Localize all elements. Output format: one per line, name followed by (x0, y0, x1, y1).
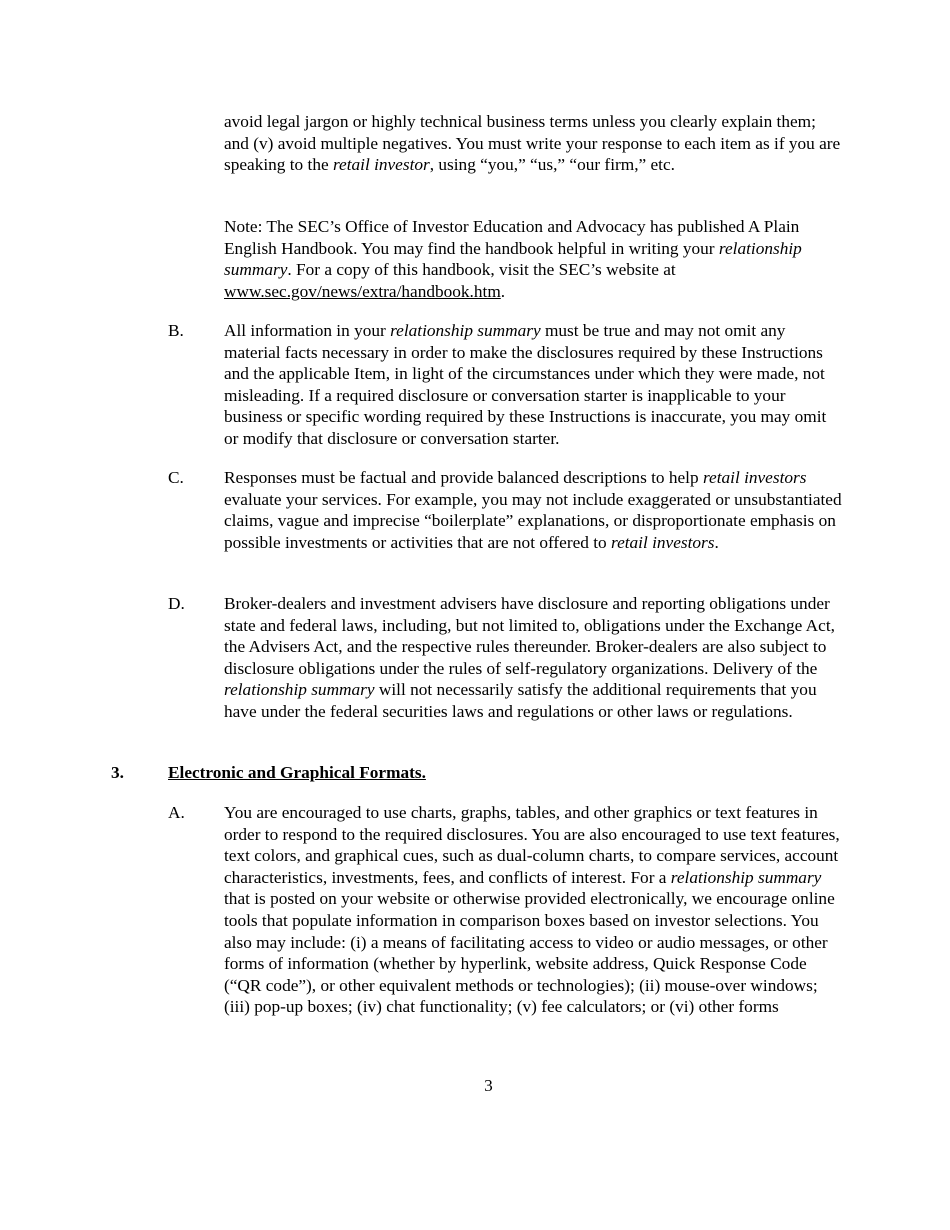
italic-term: retail investor (332, 155, 430, 175)
italic-term: relationship summary (390, 321, 541, 340)
italic-term: relationship summary (224, 680, 375, 700)
note-paragraph (224, 216, 844, 302)
section-title: Electronic and Graphical Formats. (168, 763, 426, 782)
item-b-paragraph (224, 320, 844, 450)
text-run: evaluate your services. For example, you may not include exaggerated or unsubstantiated claims, vague and imprecise “boilerplate” explanations, or disproportionate emphasis on possible investments or activities that are not offered to (224, 489, 842, 552)
text-run: avoid legal jargon or highly technical business terms unless you clearly explain them; and (v) avoid multiple negatives. You must write your response to each item as if you are speaking to the (224, 112, 841, 175)
page-number: 3 (484, 1076, 493, 1095)
text-run: You are encouraged to use charts, graphs, tables, and other graphics or text features in order to respond to the required disclosures. You are also encouraged to use text features, text colors, and graphical cues, such as dual-column charts, to compare services, account characteristics, investments, fees, and conflicts of interest. For a (224, 803, 840, 887)
text-run: Note: The SEC’s Office of Investor Education and Advocacy has published A Plain English Handbook. You may find the handbook helpful in writing your (224, 217, 800, 258)
intro-continued-paragraph (224, 111, 844, 176)
item-d-paragraph (224, 593, 844, 723)
text-run: Responses must be factual and provide balanced descriptions to help (224, 468, 703, 487)
text-run: , using “you,” “us,” “our firm,” etc. (429, 155, 675, 175)
text-run: that is posted on your website or otherwise provided electronically, we encourage online tools that populate information in comparison boxes based on investor selections. You also may include: (i) a means of facilitating access to video or audio messages, or other forms of information (whether by hyperlink, website address, Quick Response Code (“QR code”), or other equivalent methods or technologies); (ii) mouse-over windows; (iii) pop-up boxes; (iv) chat functionality; (v) fee calculators; or (vi) other forms (224, 889, 835, 1017)
text-run: . (500, 281, 506, 301)
italic-term: retail investors (610, 532, 715, 552)
text-run: All information in your (224, 321, 391, 340)
section-number: 3. (111, 763, 124, 782)
italic-term: relationship summary (670, 867, 822, 887)
item-c-paragraph (224, 467, 844, 553)
item-3a-label: A. (168, 803, 185, 822)
item-3a-paragraph (224, 802, 844, 1018)
text-run: . (714, 532, 719, 552)
handbook-link[interactable]: www.sec.gov/news/extra/handbook.htm (224, 281, 501, 301)
text-run: . For a copy of this handbook, visit the SEC’s website at (287, 260, 676, 280)
item-d-label: D. (168, 594, 185, 613)
text-run: will not necessarily satisfy the additional requirements that you have under the federal securities laws and regulations or other laws or regulations. (224, 680, 817, 721)
item-b-label: B. (168, 321, 184, 340)
italic-term: retail investors (702, 468, 807, 487)
text-run: Broker-dealers and investment advisers have disclosure and reporting obligations under state and federal laws, including, but not limited to, obligations under the Exchange Act, the Advisers Act, and the respective rules thereunder. Broker-dealers are also subject to disclosure obligations under the rules of self-regulatory organizations. Delivery of the (224, 594, 835, 678)
text-run: must be true and may not omit any material facts necessary in order to make the disclosures required by these Instructions and the applicable Item, in light of the circumstances under which they were made, not misleading. If a required disclosure or conversation starter is inapplicable to your business or specific wording required by these Instructions is inaccurate, you may omit or modify that disclosure or conversation starter. (224, 321, 827, 448)
italic-term: relationship summary (224, 238, 802, 280)
item-c-label: C. (168, 468, 184, 487)
